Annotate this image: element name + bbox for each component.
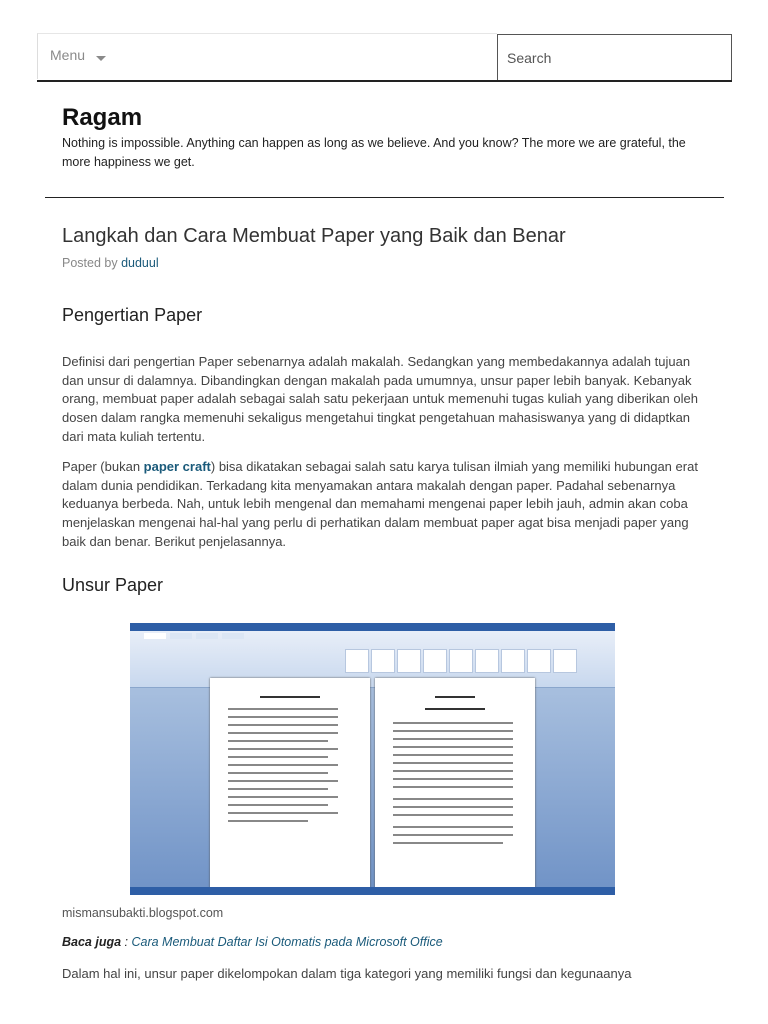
paper-craft-link[interactable]: paper craft [143,459,211,474]
paragraph-paper-description [62,458,710,552]
paragraph-text: Paper (bukan [62,459,144,474]
search-input[interactable] [497,34,732,80]
paragraph-text: ) bisa dikatakan sebagai salah satu karya tulisan ilmiah yang memiliki hubungan erat dalam dunia pendidikan. Terkadang kita menyamakan antara makalah dengan paper. Padahal sebenarnya keduanya berbeda. Nah, untuk lebih mengenal dan memahami mengenai paper lebih jauh, admin akan coba menjelaskan mengenai hal-hal yang perlu di perhatikan dalam membuat paper agat bisa menjadi paper yang baik dan benar. Berikut penjelasannya. [62,459,698,549]
menu-dropdown[interactable] [37,33,497,79]
paragraph-unsur: Dalam hal ini, unsur paper dikelompokan dalam tiga kategori yang memiliki fungsi dan kegunaanya [62,966,632,981]
figure-page-right [375,678,535,890]
baca-juga-separator: : [121,935,132,949]
figure-ribbon [130,631,615,688]
baca-juga-line [62,935,443,949]
figure-page-left [210,678,370,890]
post-title: Langkah dan Cara Membuat Paper yang Baik dan Benar [62,225,566,247]
section-heading-unsur: Unsur Paper [62,575,164,595]
paragraph-definition: Definisi dari pengertian Paper sebenarnya adalah makalah. Sedangkan yang membedakannya adalah tujuan dan unsur di dalamnya. Dibandingkan dengan makalah pada umumnya, unsur paper lebih banyak. Kebanyak orang, membuat paper adalah sebagai salah satu pekerjaan untuk memenuhi tugas kuliah yang diberikan oleh dosen dalam rangka memenuhi sekaligus mengetahui tingkat pengetahuan mahasiswanya yang di didaptkan dari mata kuliah tertentu. [62,354,698,444]
menu-label: Menu [50,47,86,63]
top-navigation-bar [37,33,732,82]
figure-title-bar [130,623,615,631]
word-document-screenshot [130,623,615,895]
baca-juga-link[interactable]: Cara Membuat Daftar Isi Otomatis pada Microsoft Office [131,935,443,949]
posted-by-label: Posted by [62,256,122,270]
site-title[interactable]: Ragam [62,104,143,131]
caret-down-icon [96,56,106,61]
figure-status-bar [130,887,615,895]
post-byline [62,256,159,270]
site-tagline: Nothing is impossible. Anything can happen as long as we believe. And you know? The more we are grateful, the more happiness we get. [62,136,686,169]
author-link[interactable]: duduul [121,256,159,270]
image-caption: mismansubakti.blogspot.com [62,906,224,920]
baca-juga-label: Baca juga [62,935,122,949]
header-divider [45,197,724,198]
section-heading-pengertian: Pengertian Paper [62,305,203,325]
